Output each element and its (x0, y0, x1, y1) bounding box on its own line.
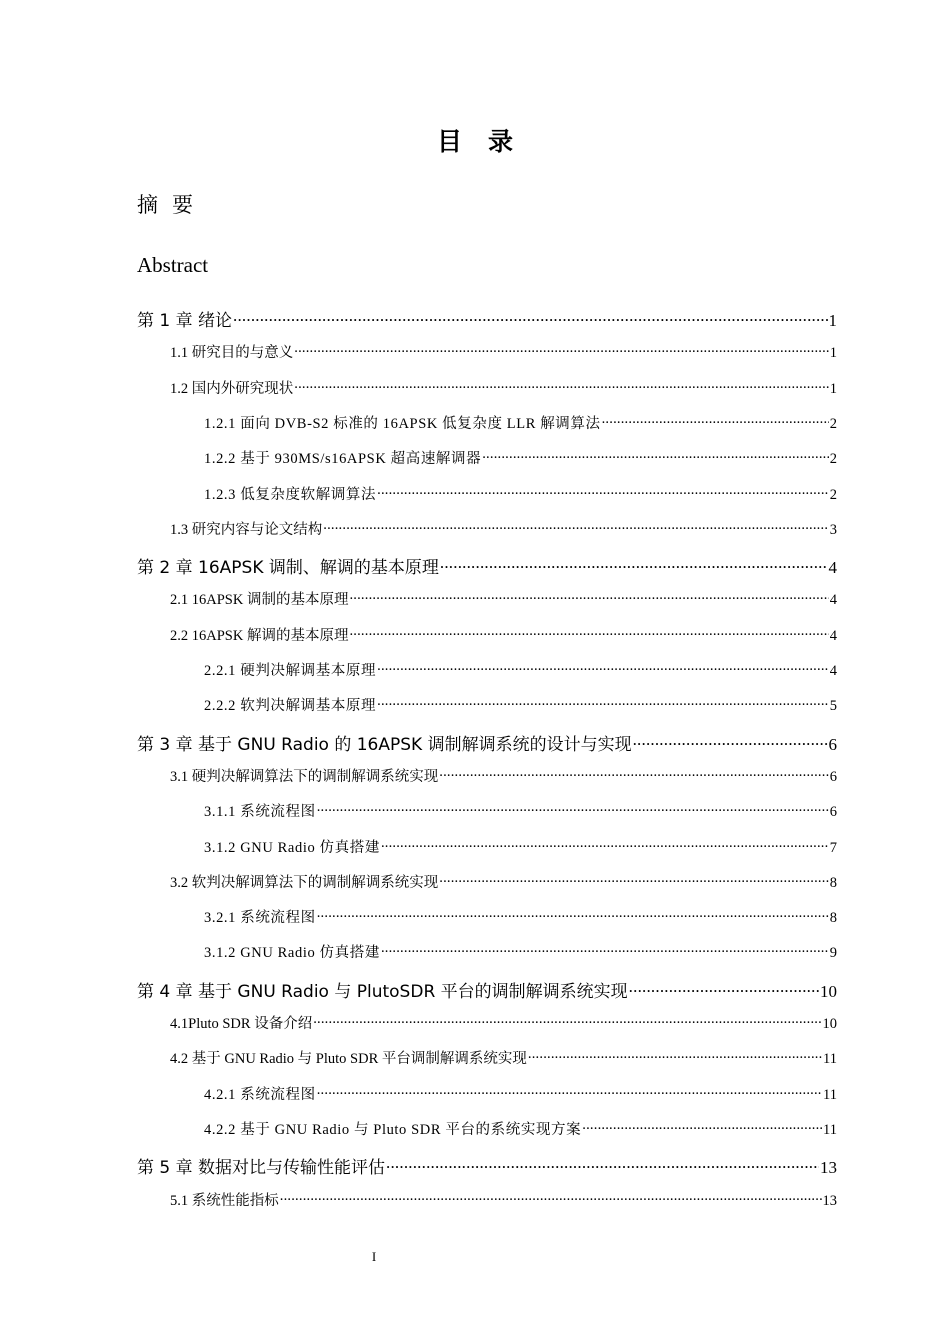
toc-entry[interactable] (204, 659, 837, 680)
toc-entry-title: 第 4 章 基于 GNU Radio 与 PlutoSDR 平台的调制解调系统实现 (137, 981, 628, 1002)
toc-entry-page: 11 (823, 1121, 837, 1138)
toc-entry-page: 4 (828, 558, 837, 578)
toc-dot-leader (377, 484, 829, 499)
toc-dot-leader (280, 1190, 822, 1205)
toc-entry[interactable] (204, 800, 837, 821)
toc-entry-title: 1.2.3 低复杂度软解调算法 (204, 486, 377, 503)
toc-dot-leader (317, 802, 829, 817)
toc-entry[interactable] (204, 483, 837, 504)
toc-entry-page: 6 (829, 768, 837, 785)
toc-entry-page: 1 (829, 345, 837, 362)
toc-dot-leader (528, 1049, 822, 1064)
toc-entry[interactable] (204, 447, 837, 468)
toc-entry-title: 3.1 硬判决解调算法下的调制解调系统实现 (170, 768, 439, 785)
abstract-cn-heading: 摘要 (137, 193, 207, 217)
toc-entry-title: 4.1Pluto SDR 设备介绍 (170, 1016, 313, 1032)
toc-dot-leader (377, 696, 829, 711)
toc-dot-leader (386, 1156, 819, 1173)
toc-entry[interactable] (204, 1118, 837, 1139)
toc-entry[interactable] (170, 1047, 837, 1068)
toc-entry-page: 10 (822, 1016, 837, 1032)
toc-entry-page: 13 (822, 1192, 837, 1209)
toc-entry[interactable] (204, 412, 837, 433)
toc-entry-title: 3.2.1 系统流程图 (204, 910, 316, 927)
page-number-footer: I (371, 1249, 377, 1264)
toc-entry[interactable] (170, 624, 837, 645)
toc-entry-title: 3.2 软判决解调算法下的调制解调系统实现 (170, 874, 439, 891)
toc-entry[interactable] (170, 1012, 837, 1033)
toc-entry-title: 2.2.2 软判决解调基本原理 (204, 698, 377, 715)
toc-dot-leader (323, 519, 829, 534)
toc-entry-title: 3.1.1 系统流程图 (204, 804, 316, 821)
toc-entry[interactable] (170, 341, 837, 362)
toc-entry-title: 4.2 基于 GNU Radio 与 Pluto SDR 平台调制解调系统实现 (170, 1051, 527, 1068)
toc-entry-page: 9 (829, 945, 837, 962)
toc-entry[interactable] (170, 1189, 837, 1210)
toc-entry-title: 4.2.1 系统流程图 (204, 1086, 316, 1103)
toc-entry-title: 1.1 研究目的与意义 (170, 345, 294, 362)
toc-dot-leader (440, 556, 828, 573)
toc-entry[interactable] (170, 518, 837, 539)
toc-entry-title: 1.2.2 基于 930MS/s16APSK 超高速解调器 (204, 451, 482, 468)
toc-dot-leader (349, 625, 828, 640)
toc-entry[interactable] (170, 871, 837, 892)
toc-entry-page: 4 (829, 627, 837, 644)
toc-entry-title: 3.1.2 GNU Radio 仿真搭建 (204, 945, 380, 962)
toc-entry-title: 2.2 16APSK 解调的基本原理 (170, 627, 349, 644)
toc-entry-title: 5.1 系统性能指标 (170, 1192, 279, 1209)
toc-entry[interactable] (137, 1153, 837, 1178)
toc-entry-title: 1.2 国内外研究现状 (170, 380, 294, 397)
toc-dot-leader (294, 343, 829, 358)
toc-entry-title: 第 2 章 16APSK 调制、解调的基本原理 (137, 558, 439, 579)
toc-entry-page: 3 (829, 521, 837, 538)
toc-entry[interactable] (204, 836, 837, 857)
toc-entry[interactable] (137, 977, 837, 1002)
toc-entry-title: 2.2.1 硬判决解调基本原理 (204, 663, 377, 679)
toc-entry-page: 2 (829, 486, 837, 503)
toc-entry-page: 11 (823, 1086, 837, 1103)
toc-entry-page: 8 (829, 910, 837, 927)
toc-entry[interactable] (137, 306, 837, 331)
toc-entry-page: 8 (829, 874, 837, 891)
toc-dot-leader (381, 837, 829, 852)
toc-dot-leader (381, 943, 829, 958)
toc-dot-leader (439, 872, 829, 887)
toc-entry-page: 10 (820, 981, 837, 1001)
toc-entry-title: 4.2.2 基于 GNU Radio 与 Pluto SDR 平台的系统实现方案 (204, 1121, 582, 1138)
toc-entry[interactable] (137, 730, 837, 755)
toc-dot-leader (633, 733, 828, 750)
toc-entry-page: 2 (829, 451, 837, 468)
toc-entry-title: 3.1.2 GNU Radio 仿真搭建 (204, 839, 380, 856)
toc-entry-page: 4 (829, 592, 837, 609)
toc-entry[interactable] (170, 765, 837, 786)
toc-dot-leader (233, 309, 827, 326)
toc-dot-leader (313, 1014, 821, 1029)
toc-dot-leader (317, 908, 829, 923)
toc-entry-page: 7 (829, 839, 837, 856)
toc-entry[interactable] (204, 694, 837, 715)
toc-entry-title: 第 1 章 绪论 (137, 311, 233, 331)
toc-entry[interactable] (137, 553, 837, 578)
toc-entry-page: 5 (829, 698, 837, 715)
toc-dot-leader (349, 590, 828, 605)
toc-entry-title: 第 3 章 基于 GNU Radio 的 16APSK 调制解调系统的设计与实现 (137, 734, 632, 755)
toc-entry-title: 1.2.1 面向 DVB-S2 标准的 16APSK 低复杂度 LLR 解调算法 (204, 415, 601, 432)
toc-entry[interactable] (170, 588, 837, 609)
toc-dot-leader (602, 413, 829, 428)
toc-entry-page: 1 (828, 311, 837, 330)
toc-entry-page: 11 (823, 1051, 837, 1068)
toc-dot-leader (377, 661, 829, 676)
toc-entry[interactable] (204, 906, 837, 927)
toc-entry-page: 13 (820, 1158, 837, 1178)
toc-entry-title: 第 5 章 数据对比与传输性能评估 (137, 1158, 386, 1179)
page-title: 目录 (436, 127, 539, 156)
toc-entry[interactable] (170, 377, 837, 398)
toc-dot-leader (582, 1119, 822, 1134)
toc-entry-page: 4 (829, 663, 837, 679)
toc-dot-leader (439, 766, 829, 781)
toc-entry-title: 1.3 研究内容与论文结构 (170, 521, 323, 538)
toc-entry-page: 2 (829, 415, 837, 432)
abstract-en-heading: Abstract (137, 253, 209, 277)
toc-entry-page: 6 (829, 804, 837, 821)
toc-entry-page: 6 (828, 734, 837, 754)
toc-dot-leader (629, 980, 819, 997)
toc-entry[interactable] (204, 1083, 837, 1104)
toc-entry[interactable] (204, 941, 837, 962)
toc-entry-page: 1 (829, 380, 837, 397)
toc-dot-leader (317, 1084, 822, 1099)
toc-entry-title: 2.1 16APSK 调制的基本原理 (170, 592, 349, 609)
toc-dot-leader (482, 449, 829, 464)
toc-dot-leader (294, 378, 829, 393)
